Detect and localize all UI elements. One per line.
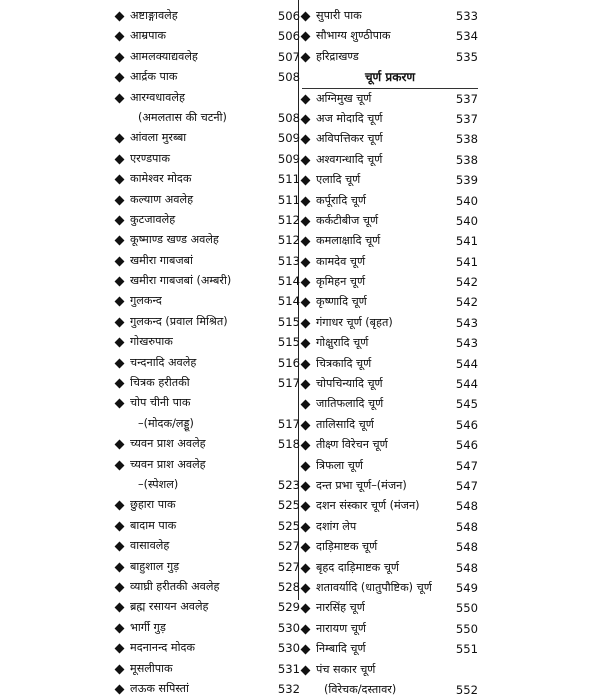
page-number: 533 (455, 9, 478, 23)
index-entry (116, 332, 300, 352)
index-entry (116, 26, 300, 46)
page-number: 549 (455, 580, 478, 595)
entry-text: कल्याण अवलेह (130, 192, 194, 206)
page-number: 551 (455, 642, 478, 657)
index-entry (302, 89, 478, 109)
diamond-bullet-icon (115, 338, 125, 348)
page-number: 543 (455, 315, 478, 330)
index-entry (116, 312, 300, 332)
page-number: 547 (455, 478, 478, 493)
entry-text: पंच सकार चूर्ण (316, 662, 376, 676)
page-number: 544 (455, 356, 478, 371)
index-entry (116, 128, 300, 148)
entry-text: एरण्डपाक (130, 151, 170, 165)
entry-text: व्याघ्री हरीतकी अवलेह (130, 579, 220, 593)
diamond-bullet-icon (301, 257, 311, 267)
entry-text: निम्बादि चूर्ण (316, 642, 366, 656)
page-number: 530 (277, 620, 300, 635)
page-number: 544 (455, 377, 478, 392)
diamond-bullet-icon (115, 562, 125, 572)
diamond-bullet-icon (301, 339, 311, 349)
page-number: 540 (455, 213, 478, 228)
index-entry (302, 415, 478, 435)
index-entry (116, 149, 300, 169)
index-entry (302, 578, 478, 598)
diamond-bullet-icon (115, 542, 125, 552)
page-number: 547 (455, 458, 478, 473)
page-number: 548 (455, 540, 478, 555)
diamond-bullet-icon (115, 236, 125, 246)
diamond-bullet-icon (301, 665, 311, 675)
diamond-bullet-icon (115, 623, 125, 633)
diamond-bullet-icon (301, 420, 311, 430)
entry-text: भार्गी गुड़ (130, 620, 166, 634)
entry-text: जातिफलादि चूर्ण (316, 397, 384, 411)
page-number: 508 (277, 70, 300, 85)
diamond-bullet-icon (115, 12, 125, 22)
left-column (116, 6, 300, 699)
section-heading (302, 67, 478, 88)
index-entry (302, 354, 478, 374)
diamond-bullet-icon (301, 176, 311, 186)
diamond-bullet-icon (301, 645, 311, 655)
index-entry (116, 169, 300, 189)
entry-text: मदनानन्द मोदक (130, 641, 196, 655)
page-number: 513 (277, 253, 300, 268)
diamond-bullet-icon (301, 400, 311, 410)
entry-text: कुटजावलेह (130, 212, 176, 226)
entry-text: आरग्वधावलेह (130, 90, 185, 104)
index-entry (302, 292, 478, 312)
index-entry (116, 516, 300, 536)
page-number: 516 (277, 355, 300, 370)
page-number: 541 (455, 254, 478, 269)
page-number: 525 (277, 518, 300, 533)
diamond-bullet-icon (115, 73, 125, 83)
index-entry (302, 272, 478, 292)
index-entry (302, 456, 478, 476)
diamond-bullet-icon (115, 603, 125, 613)
entry-text: त्रिफला चूर्ण (316, 458, 363, 472)
entry-text: ब्रह्म रसायन अवलेह (130, 600, 209, 614)
page-number: 548 (455, 560, 478, 575)
diamond-bullet-icon (115, 644, 125, 654)
index-entry (116, 291, 300, 311)
entry-text: (अमलतास की चटनी) (138, 110, 227, 124)
index-entry (302, 537, 478, 557)
page-number: 531 (277, 661, 300, 676)
diamond-bullet-icon (301, 278, 311, 288)
index-entry (302, 231, 478, 251)
entry-text: छुहारा पाक (130, 498, 176, 512)
diamond-bullet-icon (115, 93, 125, 103)
page-number: 514 (277, 274, 300, 289)
diamond-bullet-icon (115, 134, 125, 144)
entry-text: च्यवन प्राश अवलेह (130, 437, 206, 451)
page-number: 511 (277, 172, 300, 187)
page-number: 539 (455, 173, 478, 188)
index-entry (302, 435, 478, 455)
page-number: 537 (455, 111, 478, 126)
index-entry (116, 353, 300, 373)
index-entry (116, 536, 300, 556)
diamond-bullet-icon (301, 318, 311, 328)
entry-text: दशांग लेप (316, 519, 357, 533)
diamond-bullet-icon (301, 12, 311, 22)
page-number: 527 (277, 539, 300, 554)
page-number: 546 (455, 417, 478, 432)
entry-text: आंवला मुरब्बा (130, 131, 187, 145)
index-entry (116, 475, 300, 495)
entry-text: कमलाक्षादि चूर्ण (316, 234, 381, 248)
entry-text: गोक्षुरादि चूर्ण (316, 336, 369, 350)
index-entry (116, 67, 300, 87)
index-entry (116, 597, 300, 617)
entry-text: दशन संस्कार चूर्ण (मंजन) (316, 499, 420, 513)
index-entry (302, 496, 478, 516)
entry-text: सुपारी पाक (316, 9, 362, 22)
index-entry (302, 639, 478, 659)
page-number: 542 (455, 295, 478, 310)
diamond-bullet-icon (301, 52, 311, 62)
diamond-bullet-icon (301, 196, 311, 206)
index-entry (116, 393, 300, 413)
page-number: 546 (455, 438, 478, 453)
diamond-bullet-icon (301, 441, 311, 451)
index-entry (116, 557, 300, 577)
index-entry (116, 6, 300, 26)
page-number: 537 (455, 91, 478, 106)
index-entry (302, 26, 478, 46)
index-entry (302, 517, 478, 537)
entry-text: गंगाधर चूर्ण (बृहत) (316, 315, 393, 329)
index-entry (116, 659, 300, 679)
diamond-bullet-icon (301, 135, 311, 145)
diamond-bullet-icon (301, 604, 311, 614)
index-entry (302, 598, 478, 618)
index-entry (116, 373, 300, 393)
page-number: 512 (277, 233, 300, 248)
entry-text: आमलक्याद्यवलेह (130, 49, 198, 63)
entry-text: वासावलेह (130, 539, 170, 553)
page-number: 506 (277, 9, 300, 23)
page-number: 541 (455, 234, 478, 249)
entry-text: एलादि चूर्ण (316, 173, 361, 187)
page-number: 506 (277, 29, 300, 44)
page-number: 538 (455, 132, 478, 147)
entry-text: अविपत्तिकर चूर्ण (316, 132, 383, 146)
entry-text: –(मोदक/लड्डू) (138, 416, 194, 430)
diamond-bullet-icon (301, 502, 311, 512)
diamond-bullet-icon (115, 358, 125, 368)
page-number: 545 (455, 397, 478, 412)
diamond-bullet-icon (115, 582, 125, 592)
diamond-bullet-icon (301, 522, 311, 532)
page-number: 515 (277, 314, 300, 329)
entry-text: चित्रकादि चूर्ण (316, 356, 372, 370)
right-column (302, 6, 478, 700)
page-number: 528 (277, 579, 300, 594)
entry-text: चोपचिन्यादि चूर्ण (316, 377, 383, 391)
page-number: 550 (455, 601, 478, 616)
page-number: 548 (455, 519, 478, 534)
page-number: 543 (455, 336, 478, 351)
entry-text: गुलकन्द (प्रवाल मिश्रित) (130, 314, 228, 328)
diamond-bullet-icon (115, 501, 125, 511)
index-entry (302, 252, 478, 272)
entry-text: –(स्पेशल) (138, 477, 179, 491)
index-entry (302, 313, 478, 333)
page-number: 540 (455, 193, 478, 208)
diamond-bullet-icon (115, 175, 125, 185)
entry-text: बाहुशाल गुड़ (130, 559, 180, 573)
diamond-bullet-icon (301, 237, 311, 247)
entry-text: कामदेव चूर्ण (316, 254, 366, 268)
index-entry (302, 394, 478, 414)
page-number: 550 (455, 621, 478, 636)
entry-text: गुलकन्द (130, 294, 162, 308)
entry-text: सौभाग्य शुण्ठीपाक (316, 29, 391, 43)
page-number: 542 (455, 275, 478, 290)
index-entry (302, 558, 478, 578)
entry-text: कृष्णादि चूर्ण (316, 295, 367, 309)
index-entry (302, 191, 478, 211)
diamond-bullet-icon (115, 256, 125, 266)
entry-text: शतावर्यादि (धातुपौष्टिक) चूर्ण (316, 580, 432, 594)
entry-text: लऊक सपिस्तां (130, 681, 189, 695)
diamond-bullet-icon (301, 115, 311, 125)
page-number: 517 (277, 416, 300, 431)
diamond-bullet-icon (115, 440, 125, 450)
index-entry (302, 660, 478, 680)
entry-text: बृहद दाड़िमाष्टक चूर्ण (316, 560, 400, 574)
page-number: 511 (277, 192, 300, 207)
index-entry (302, 619, 478, 639)
diamond-bullet-icon (301, 583, 311, 593)
diamond-bullet-icon (301, 32, 311, 42)
page-number: 535 (455, 49, 478, 64)
index-entry (302, 333, 478, 353)
entry-text: कर्पूरादि चूर्ण (316, 193, 367, 207)
index-entry (116, 618, 300, 638)
entry-text: कृमिहन चूर्ण (316, 275, 366, 289)
page-number: 525 (277, 498, 300, 513)
diamond-bullet-icon (115, 297, 125, 307)
diamond-bullet-icon (301, 380, 311, 390)
index-entry (116, 108, 300, 128)
entry-text: अश्वगन्धादि चूर्ण (316, 152, 383, 166)
entry-text: नारसिंह चूर्ण (316, 601, 365, 615)
index-entry (302, 109, 478, 129)
index-entry (302, 211, 478, 231)
index-entry (116, 638, 300, 658)
diamond-bullet-icon (115, 195, 125, 205)
entry-text: आम्रपाक (130, 29, 166, 43)
index-entry (116, 230, 300, 250)
page-number: 534 (455, 29, 478, 44)
page-number: 552 (455, 682, 478, 697)
diamond-bullet-icon (115, 399, 125, 409)
index-entry (116, 88, 300, 108)
entry-text: हरिद्राखण्ड (316, 49, 359, 63)
entry-text: तालिसादि चूर्ण (316, 417, 374, 431)
diamond-bullet-icon (301, 543, 311, 553)
diamond-bullet-icon (115, 52, 125, 62)
index-entry (116, 414, 300, 434)
page-number: 538 (455, 152, 478, 167)
index-entry (116, 271, 300, 291)
entry-text: कूष्माण्ड खण्ड अवलेह (130, 233, 219, 247)
entry-text: (विरेचक/दस्तावर) (324, 682, 397, 696)
entry-text: दन्त प्रभा चूर्ण–(मंजन) (316, 478, 407, 492)
entry-text: गोखरुपाक (130, 335, 173, 349)
heading-text: चूर्ण प्रकरण (364, 70, 416, 85)
index-entry (116, 47, 300, 67)
index-entry (116, 210, 300, 230)
index-entry (116, 434, 300, 454)
entry-text: अग्निमुख चूर्ण (316, 91, 372, 105)
diamond-bullet-icon (301, 155, 311, 165)
diamond-bullet-icon (115, 277, 125, 287)
diamond-bullet-icon (301, 94, 311, 104)
diamond-bullet-icon (115, 32, 125, 42)
index-entry (302, 170, 478, 190)
index-entry (302, 476, 478, 496)
entry-text: कामेश्वर मोदक (130, 172, 192, 186)
entry-text: अज मोदादि चूर्ण (316, 111, 383, 125)
entry-text: कर्कटीबीज चूर्ण (316, 213, 379, 227)
index-entry (302, 129, 478, 149)
index-entry (302, 47, 478, 67)
entry-text: च्यवन प्राश अवलेह (130, 457, 206, 471)
page-number: 514 (277, 294, 300, 309)
index-entry (116, 455, 300, 475)
page-number: 509 (277, 151, 300, 166)
diamond-bullet-icon (301, 216, 311, 226)
entry-text: खमीरा गाबजबां (130, 253, 193, 267)
diamond-bullet-icon (301, 298, 311, 308)
diamond-bullet-icon (301, 461, 311, 471)
diamond-bullet-icon (115, 684, 125, 694)
diamond-bullet-icon (115, 664, 125, 674)
diamond-bullet-icon (115, 460, 125, 470)
entry-text: मूसलीपाक (130, 661, 173, 675)
index-entry (302, 6, 478, 26)
page-number: 509 (277, 131, 300, 146)
entry-text: तीक्ष्ण विरेचन चूर्ण (316, 438, 388, 452)
diamond-bullet-icon (301, 624, 311, 634)
page-number: 517 (277, 376, 300, 391)
page-number: 515 (277, 335, 300, 350)
page-number: 507 (277, 49, 300, 64)
index-entry (116, 577, 300, 597)
diamond-bullet-icon (115, 317, 125, 327)
entry-text: बादाम पाक (130, 518, 177, 532)
entry-text: आर्द्रक पाक (130, 70, 178, 84)
entry-text: चोप चीनी पाक (130, 396, 191, 410)
diamond-bullet-icon (115, 521, 125, 531)
page-number: 530 (277, 641, 300, 656)
index-entry (116, 251, 300, 271)
entry-text: अष्टाङ्गावलेह (130, 9, 178, 22)
diamond-bullet-icon (115, 154, 125, 164)
page-number: 512 (277, 212, 300, 227)
diamond-bullet-icon (301, 359, 311, 369)
page-number: 548 (455, 499, 478, 514)
page-number: 518 (277, 437, 300, 452)
index-entry (302, 150, 478, 170)
diamond-bullet-icon (301, 482, 311, 492)
index-entry (116, 679, 300, 699)
entry-text: दाड़िमाष्टक चूर्ण (316, 540, 378, 554)
index-entry (116, 190, 300, 210)
page-number: 527 (277, 559, 300, 574)
index-entry (302, 374, 478, 394)
page-number: 523 (277, 477, 300, 492)
entry-text: चित्रक हरीतकी (130, 376, 190, 390)
entry-text: खमीरा गाबजबां (अम्बरी) (130, 274, 232, 288)
page-number: 508 (277, 110, 300, 125)
diamond-bullet-icon (115, 215, 125, 225)
diamond-bullet-icon (301, 563, 311, 573)
entry-text: चन्दनादि अवलेह (130, 355, 197, 369)
entry-text: नारायण चूर्ण (316, 621, 366, 635)
index-entry (302, 680, 478, 700)
page-number: 532 (277, 681, 300, 696)
index-entry (116, 495, 300, 515)
page-number: 529 (277, 600, 300, 615)
diamond-bullet-icon (115, 379, 125, 389)
